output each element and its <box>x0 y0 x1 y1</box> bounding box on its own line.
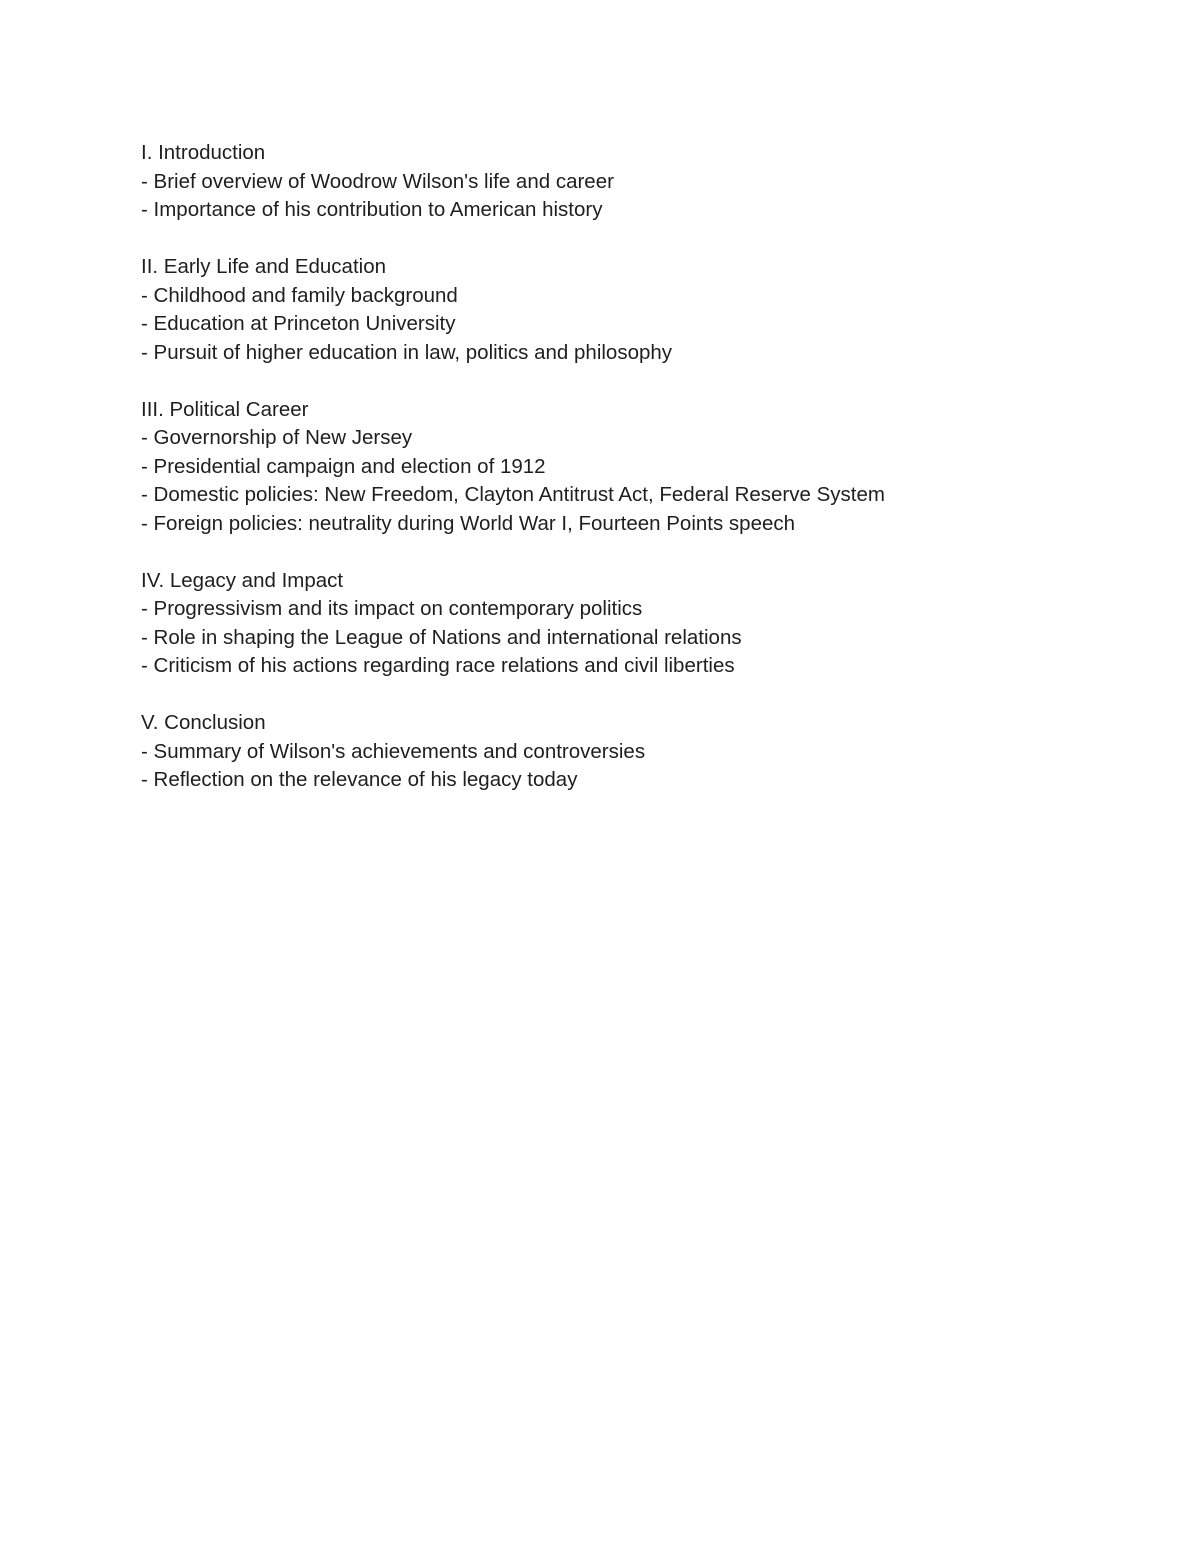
outline-section-introduction <box>141 139 1101 225</box>
outline-section-early-life <box>141 253 1101 367</box>
section-heading: III. Political Career <box>141 397 309 421</box>
outline-item: - Governorship of New Jersey <box>141 426 413 449</box>
outline-item: - Brief overview of Woodrow Wilson's life and career <box>141 169 614 193</box>
section-heading: I. Introduction <box>141 141 266 164</box>
outline-item: - Criticism of his actions regarding race relations and civil liberties <box>141 654 735 677</box>
outline-item: - Importance of his contribution to American history <box>141 198 603 221</box>
outline-item: - Pursuit of higher education in law, politics and philosophy <box>141 340 673 364</box>
outline-section-conclusion <box>141 709 1101 795</box>
outline-item: - Domestic policies: New Freedom, Clayton Antitrust Act, Federal Reserve System <box>141 483 885 506</box>
outline-item: - Presidential campaign and election of 1912 <box>141 454 546 478</box>
outline-section-legacy <box>141 567 1101 681</box>
section-heading: IV. Legacy and Impact <box>141 568 344 592</box>
outline-item: - Summary of Wilson's achievements and controversies <box>141 739 646 763</box>
outline-item: - Role in shaping the League of Nations and international relations <box>141 625 742 649</box>
outline-item: - Progressivism and its impact on contemporary politics <box>141 597 643 620</box>
outline-item: - Reflection on the relevance of his legacy today <box>141 768 578 791</box>
outline-item: - Foreign policies: neutrality during World War I, Fourteen Points speech <box>141 511 796 535</box>
outline-item: - Childhood and family background <box>141 283 458 307</box>
outline-section-political-career <box>141 396 1101 539</box>
section-heading: V. Conclusion <box>141 711 266 734</box>
section-heading: II. Early Life and Education <box>141 255 387 278</box>
essay-outline <box>141 139 1101 823</box>
outline-item: - Education at Princeton University <box>141 312 456 335</box>
